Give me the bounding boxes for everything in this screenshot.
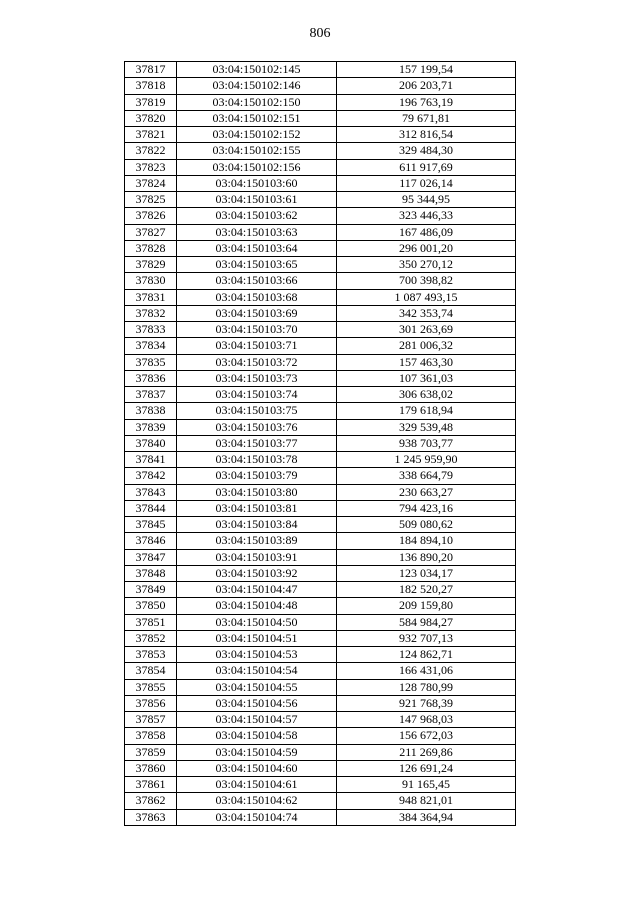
table-row	[125, 549, 516, 565]
row-number-cell: 37842	[125, 468, 177, 484]
row-number-cell: 37817	[125, 62, 177, 78]
table-row	[125, 305, 516, 321]
table-row	[125, 403, 516, 419]
row-number-cell: 37856	[125, 695, 177, 711]
cadastral-number-cell: 03:04:150102:150	[177, 94, 337, 110]
cadastral-number-cell: 03:04:150103:80	[177, 484, 337, 500]
value-cell: 95 344,95	[337, 192, 516, 208]
table-row	[125, 159, 516, 175]
table-row	[125, 452, 516, 468]
table-row	[125, 614, 516, 630]
table-row	[125, 695, 516, 711]
table-row	[125, 663, 516, 679]
table-row	[125, 500, 516, 516]
table-row	[125, 679, 516, 695]
table-row	[125, 777, 516, 793]
row-number-cell: 37840	[125, 435, 177, 451]
table-row	[125, 127, 516, 143]
row-number-cell: 37848	[125, 565, 177, 581]
cadastral-number-cell: 03:04:150103:68	[177, 289, 337, 305]
value-cell: 206 203,71	[337, 78, 516, 94]
cadastral-number-cell: 03:04:150104:74	[177, 809, 337, 825]
table-row	[125, 809, 516, 825]
cadastral-number-cell: 03:04:150103:79	[177, 468, 337, 484]
row-number-cell: 37841	[125, 452, 177, 468]
row-number-cell: 37835	[125, 354, 177, 370]
value-cell: 921 768,39	[337, 695, 516, 711]
cadastral-number-cell: 03:04:150103:62	[177, 208, 337, 224]
value-cell: 794 423,16	[337, 500, 516, 516]
table-row	[125, 240, 516, 256]
table-row	[125, 257, 516, 273]
value-cell: 296 001,20	[337, 240, 516, 256]
cadastral-number-cell: 03:04:150102:152	[177, 127, 337, 143]
table-row	[125, 435, 516, 451]
row-number-cell: 37827	[125, 224, 177, 240]
cadastral-number-cell: 03:04:150103:92	[177, 565, 337, 581]
value-cell: 136 890,20	[337, 549, 516, 565]
row-number-cell: 37844	[125, 500, 177, 516]
cadastral-number-cell: 03:04:150104:51	[177, 630, 337, 646]
table-row	[125, 224, 516, 240]
value-cell: 147 968,03	[337, 712, 516, 728]
row-number-cell: 37843	[125, 484, 177, 500]
table-row	[125, 94, 516, 110]
table-row	[125, 78, 516, 94]
row-number-cell: 37830	[125, 273, 177, 289]
cadastral-number-cell: 03:04:150103:89	[177, 533, 337, 549]
row-number-cell: 37851	[125, 614, 177, 630]
table-row	[125, 338, 516, 354]
table-row	[125, 208, 516, 224]
cadastral-number-cell: 03:04:150104:56	[177, 695, 337, 711]
value-cell: 182 520,27	[337, 582, 516, 598]
row-number-cell: 37846	[125, 533, 177, 549]
row-number-cell: 37829	[125, 257, 177, 273]
table-row	[125, 354, 516, 370]
table-row	[125, 468, 516, 484]
cadastral-number-cell: 03:04:150103:78	[177, 452, 337, 468]
table-row	[125, 175, 516, 191]
value-cell: 157 463,30	[337, 354, 516, 370]
value-cell: 509 080,62	[337, 517, 516, 533]
ledger-table-body	[125, 62, 516, 826]
row-number-cell: 37825	[125, 192, 177, 208]
row-number-cell: 37822	[125, 143, 177, 159]
table-row	[125, 273, 516, 289]
value-cell: 611 917,69	[337, 159, 516, 175]
row-number-cell: 37833	[125, 322, 177, 338]
row-number-cell: 37838	[125, 403, 177, 419]
cadastral-number-cell: 03:04:150103:69	[177, 305, 337, 321]
value-cell: 196 763,19	[337, 94, 516, 110]
row-number-cell: 37826	[125, 208, 177, 224]
cadastral-number-cell: 03:04:150104:47	[177, 582, 337, 598]
cadastral-number-cell: 03:04:150104:55	[177, 679, 337, 695]
row-number-cell: 37821	[125, 127, 177, 143]
value-cell: 700 398,82	[337, 273, 516, 289]
cadastral-number-cell: 03:04:150102:151	[177, 110, 337, 126]
table-row	[125, 110, 516, 126]
row-number-cell: 37820	[125, 110, 177, 126]
table-row	[125, 744, 516, 760]
table-row	[125, 760, 516, 776]
value-cell: 117 026,14	[337, 175, 516, 191]
value-cell: 79 671,81	[337, 110, 516, 126]
row-number-cell: 37837	[125, 387, 177, 403]
cadastral-number-cell: 03:04:150103:91	[177, 549, 337, 565]
value-cell: 209 159,80	[337, 598, 516, 614]
cadastral-number-cell: 03:04:150103:75	[177, 403, 337, 419]
value-cell: 281 006,32	[337, 338, 516, 354]
row-number-cell: 37831	[125, 289, 177, 305]
table-row	[125, 728, 516, 744]
cadastral-number-cell: 03:04:150103:66	[177, 273, 337, 289]
row-number-cell: 37849	[125, 582, 177, 598]
value-cell: 329 484,30	[337, 143, 516, 159]
cadastral-number-cell: 03:04:150103:71	[177, 338, 337, 354]
row-number-cell: 37823	[125, 159, 177, 175]
value-cell: 126 691,24	[337, 760, 516, 776]
page-number: 806	[309, 26, 331, 41]
cadastral-number-cell: 03:04:150103:72	[177, 354, 337, 370]
value-cell: 230 663,27	[337, 484, 516, 500]
value-cell: 91 165,45	[337, 777, 516, 793]
ledger-table	[124, 61, 516, 826]
cadastral-number-cell: 03:04:150104:61	[177, 777, 337, 793]
value-cell: 128 780,99	[337, 679, 516, 695]
value-cell: 179 618,94	[337, 403, 516, 419]
value-cell: 329 539,48	[337, 419, 516, 435]
row-number-cell: 37832	[125, 305, 177, 321]
table-row	[125, 387, 516, 403]
table-row	[125, 419, 516, 435]
cadastral-number-cell: 03:04:150103:73	[177, 370, 337, 386]
cadastral-number-cell: 03:04:150103:60	[177, 175, 337, 191]
row-number-cell: 37824	[125, 175, 177, 191]
table-row	[125, 712, 516, 728]
table-row	[125, 370, 516, 386]
table-row	[125, 143, 516, 159]
row-number-cell: 37818	[125, 78, 177, 94]
row-number-cell: 37859	[125, 744, 177, 760]
cadastral-number-cell: 03:04:150104:54	[177, 663, 337, 679]
value-cell: 312 816,54	[337, 127, 516, 143]
cadastral-number-cell: 03:04:150103:81	[177, 500, 337, 516]
table-row	[125, 565, 516, 581]
cadastral-number-cell: 03:04:150103:70	[177, 322, 337, 338]
row-number-cell: 37834	[125, 338, 177, 354]
value-cell: 384 364,94	[337, 809, 516, 825]
cadastral-number-cell: 03:04:150103:61	[177, 192, 337, 208]
value-cell: 932 707,13	[337, 630, 516, 646]
cadastral-number-cell: 03:04:150104:57	[177, 712, 337, 728]
cadastral-number-cell: 03:04:150103:65	[177, 257, 337, 273]
cadastral-number-cell: 03:04:150104:59	[177, 744, 337, 760]
cadastral-number-cell: 03:04:150104:60	[177, 760, 337, 776]
cadastral-number-cell: 03:04:150103:64	[177, 240, 337, 256]
cadastral-number-cell: 03:04:150104:53	[177, 647, 337, 663]
value-cell: 156 672,03	[337, 728, 516, 744]
value-cell: 1 087 493,15	[337, 289, 516, 305]
cadastral-number-cell: 03:04:150103:84	[177, 517, 337, 533]
row-number-cell: 37852	[125, 630, 177, 646]
value-cell: 938 703,77	[337, 435, 516, 451]
value-cell: 323 446,33	[337, 208, 516, 224]
value-cell: 157 199,54	[337, 62, 516, 78]
value-cell: 166 431,06	[337, 663, 516, 679]
table-row	[125, 647, 516, 663]
cadastral-number-cell: 03:04:150103:63	[177, 224, 337, 240]
row-number-cell: 37860	[125, 760, 177, 776]
cadastral-number-cell: 03:04:150104:48	[177, 598, 337, 614]
cadastral-number-cell: 03:04:150102:146	[177, 78, 337, 94]
value-cell: 211 269,86	[337, 744, 516, 760]
value-cell: 184 894,10	[337, 533, 516, 549]
table-row	[125, 62, 516, 78]
row-number-cell: 37819	[125, 94, 177, 110]
table-row	[125, 484, 516, 500]
row-number-cell: 37858	[125, 728, 177, 744]
value-cell: 1 245 959,90	[337, 452, 516, 468]
cadastral-number-cell: 03:04:150102:145	[177, 62, 337, 78]
row-number-cell: 37853	[125, 647, 177, 663]
row-number-cell: 37847	[125, 549, 177, 565]
table-row	[125, 582, 516, 598]
table-row	[125, 793, 516, 809]
table-row	[125, 289, 516, 305]
table-row	[125, 322, 516, 338]
cadastral-number-cell: 03:04:150103:76	[177, 419, 337, 435]
row-number-cell: 37845	[125, 517, 177, 533]
row-number-cell: 37850	[125, 598, 177, 614]
value-cell: 342 353,74	[337, 305, 516, 321]
row-number-cell: 37828	[125, 240, 177, 256]
row-number-cell: 37861	[125, 777, 177, 793]
value-cell: 338 664,79	[337, 468, 516, 484]
row-number-cell: 37839	[125, 419, 177, 435]
cadastral-number-cell: 03:04:150104:50	[177, 614, 337, 630]
value-cell: 123 034,17	[337, 565, 516, 581]
value-cell: 301 263,69	[337, 322, 516, 338]
value-cell: 124 862,71	[337, 647, 516, 663]
row-number-cell: 37863	[125, 809, 177, 825]
cadastral-number-cell: 03:04:150103:77	[177, 435, 337, 451]
table-row	[125, 192, 516, 208]
value-cell: 167 486,09	[337, 224, 516, 240]
row-number-cell: 37857	[125, 712, 177, 728]
row-number-cell: 37862	[125, 793, 177, 809]
value-cell: 306 638,02	[337, 387, 516, 403]
cadastral-number-cell: 03:04:150104:62	[177, 793, 337, 809]
cadastral-number-cell: 03:04:150102:156	[177, 159, 337, 175]
table-row	[125, 533, 516, 549]
cadastral-number-cell: 03:04:150102:155	[177, 143, 337, 159]
cadastral-number-cell: 03:04:150103:74	[177, 387, 337, 403]
row-number-cell: 37836	[125, 370, 177, 386]
table-row	[125, 630, 516, 646]
row-number-cell: 37854	[125, 663, 177, 679]
cadastral-number-cell: 03:04:150104:58	[177, 728, 337, 744]
table-row	[125, 517, 516, 533]
value-cell: 107 361,03	[337, 370, 516, 386]
value-cell: 948 821,01	[337, 793, 516, 809]
value-cell: 350 270,12	[337, 257, 516, 273]
row-number-cell: 37855	[125, 679, 177, 695]
value-cell: 584 984,27	[337, 614, 516, 630]
table-row	[125, 598, 516, 614]
